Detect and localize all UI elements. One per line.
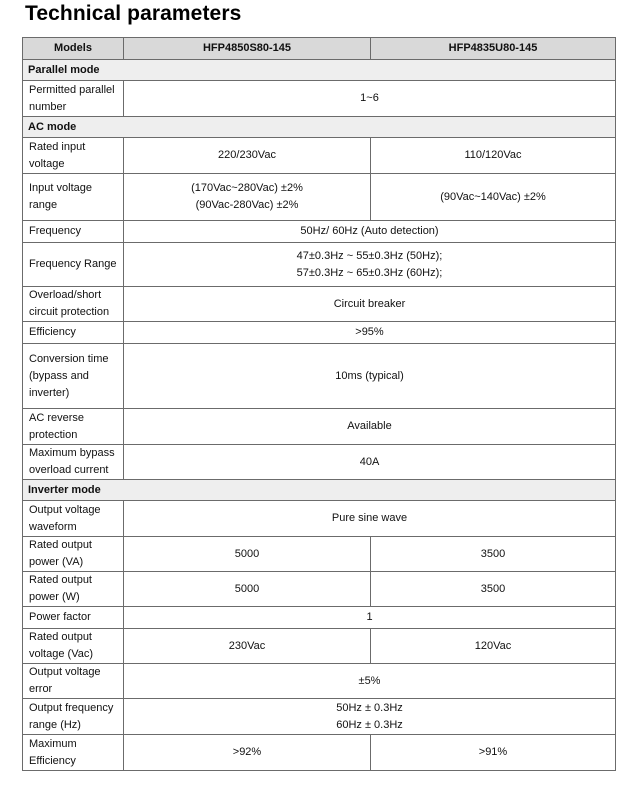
row-label: Rated output power (W)	[23, 572, 124, 607]
row-label: Output frequency range (Hz)	[23, 699, 124, 735]
row-value-a: 5000	[124, 572, 371, 607]
page-title: Technical parameters	[25, 2, 242, 25]
value-line: 57±0.3Hz ~ 65±0.3Hz (60Hz);	[296, 266, 443, 279]
table-row	[23, 699, 616, 735]
row-value-a: >92%	[124, 735, 371, 771]
table-row	[23, 572, 616, 607]
row-value: >95%	[124, 322, 616, 344]
row-value: Available	[124, 409, 616, 445]
row-label: Output voltage error	[23, 664, 124, 699]
table-row	[23, 243, 616, 287]
value-line: 50Hz ± 0.3Hz	[336, 701, 403, 714]
header-row	[23, 38, 616, 60]
row-value: 10ms (typical)	[124, 344, 616, 409]
section-row	[23, 117, 616, 138]
table-row	[23, 409, 616, 445]
row-label: Overload/short circuit protection	[23, 287, 124, 322]
value-line: 60Hz ± 0.3Hz	[336, 718, 403, 731]
row-label: Conversion time (bypass and inverter)	[23, 344, 124, 409]
row-value: 1	[124, 607, 616, 629]
row-value	[124, 243, 616, 287]
row-value-b: >91%	[371, 735, 616, 771]
table-row	[23, 322, 616, 344]
section-row	[23, 480, 616, 501]
section-parallel-mode: Parallel mode	[23, 60, 616, 81]
row-value: 40A	[124, 445, 616, 480]
value-line: (90Vac-280Vac) ±2%	[195, 199, 299, 211]
row-value: 50Hz/ 60Hz (Auto detection)	[124, 221, 616, 243]
table-row	[23, 221, 616, 243]
table-row	[23, 629, 616, 664]
row-value: Pure sine wave	[124, 501, 616, 537]
table-row	[23, 537, 616, 572]
table-row	[23, 344, 616, 409]
row-label: Maximum bypass overload current	[23, 445, 124, 480]
table-row	[23, 138, 616, 174]
row-label: Frequency Range	[23, 243, 124, 287]
row-value: Circuit breaker	[124, 287, 616, 322]
row-label: Rated output voltage (Vac)	[23, 629, 124, 664]
row-label: Maximum Efficiency	[23, 735, 124, 771]
row-value: 1~6	[124, 81, 616, 117]
spec-table	[22, 37, 616, 771]
table-row	[23, 501, 616, 537]
row-label: Efficiency	[23, 322, 124, 344]
row-label: Input voltage range	[23, 174, 124, 221]
row-label: AC reverse protection	[23, 409, 124, 445]
row-value-b: 3500	[371, 537, 616, 572]
table-row	[23, 735, 616, 771]
table-row	[23, 81, 616, 117]
row-value-b: 3500	[371, 572, 616, 607]
row-value-a: 5000	[124, 537, 371, 572]
value-line: 47±0.3Hz ~ 55±0.3Hz (50Hz);	[296, 249, 443, 262]
row-value-b: (90Vac~140Vac) ±2%	[371, 174, 616, 221]
row-value: ±5%	[124, 664, 616, 699]
row-value-b: 120Vac	[371, 629, 616, 664]
row-label: Power factor	[23, 607, 124, 629]
model-a-header: HFP4850S80-145	[124, 38, 371, 60]
section-ac-mode: AC mode	[23, 117, 616, 138]
row-label: Permitted parallel number	[23, 81, 124, 117]
row-value	[124, 699, 616, 735]
table-row	[23, 174, 616, 221]
table-row	[23, 287, 616, 322]
row-label: Rated output power (VA)	[23, 537, 124, 572]
row-label: Rated input voltage	[23, 138, 124, 174]
table-row	[23, 664, 616, 699]
model-b-header: HFP4835U80-145	[371, 38, 616, 60]
table-row	[23, 445, 616, 480]
row-value-b: 110/120Vac	[371, 138, 616, 174]
section-inverter-mode: Inverter mode	[23, 480, 616, 501]
value-line: (170Vac~280Vac) ±2%	[191, 182, 303, 194]
row-value-a: 220/230Vac	[124, 138, 371, 174]
section-row	[23, 60, 616, 81]
row-value-a	[124, 174, 371, 221]
models-header: Models	[23, 38, 124, 60]
row-value-a: 230Vac	[124, 629, 371, 664]
table-row	[23, 607, 616, 629]
row-label: Frequency	[23, 221, 124, 243]
row-label: Output voltage waveform	[23, 501, 124, 537]
